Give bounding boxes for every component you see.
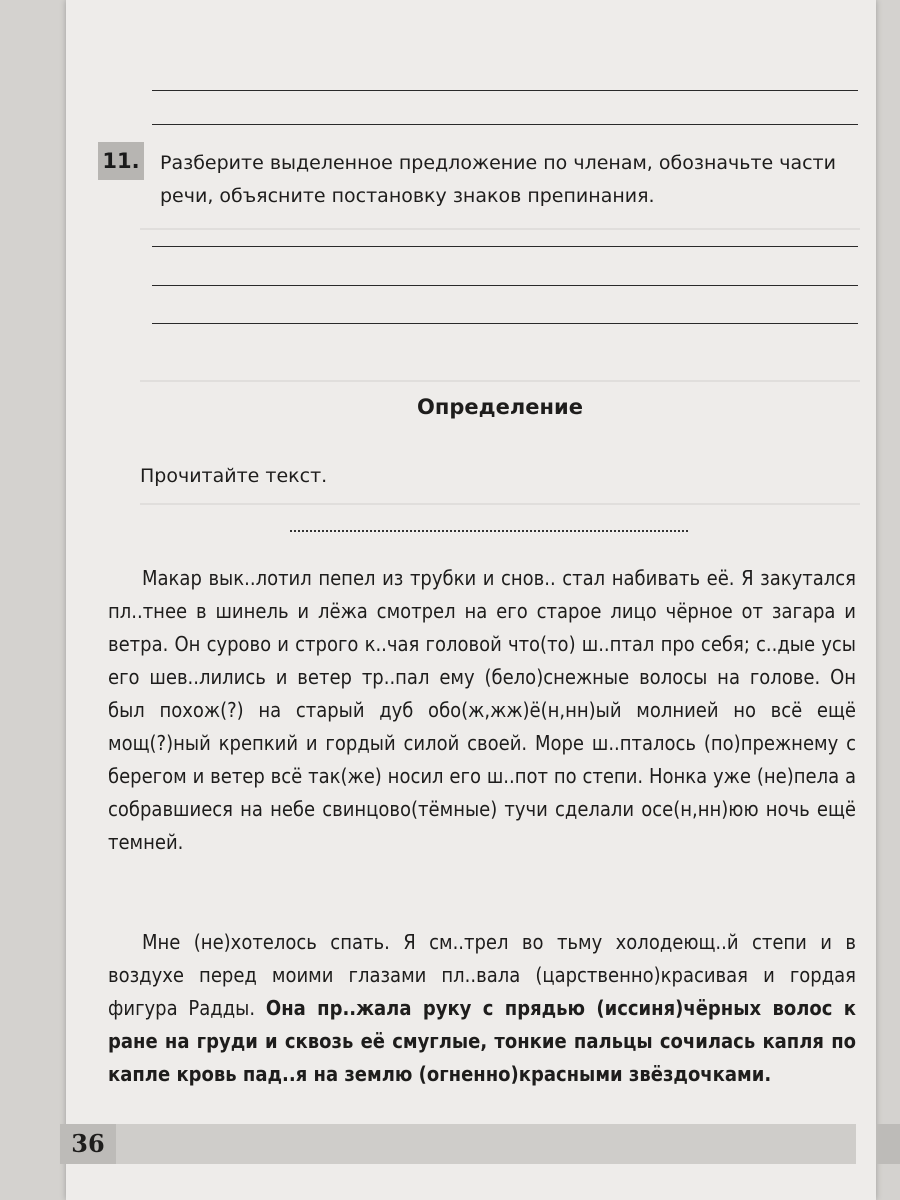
show-through-mark [140,380,860,382]
text-paragraph-2 [108,926,856,1091]
answer-line[interactable] [152,323,858,324]
text-paragraph-1 [108,562,856,859]
paragraph-text: Макар вык..лотил пепел из трубки и снов.. стал набивать её. Я закутался пл..тнее в шинель и лёжа смотрел на его старое лицо чёрное от загара и ветра. Он сурово и строго к..чая головой что(то) ш..птал про себя; с..дые усы его шев..лились и ветер тр..пал ему (бело)снежные волосы на голове. Он был похож(?) на старый дуб обо(ж,жж)ё(н,нн)ый молнией но всё ещё мощ(?)ный крепкий и гордый силой своей. Море ш..пталось (по)прежнему с берегом и ветер всё так(же) носил его ш..пот по степи. Нонка уже (не)пела а собравшиеся на небе свинцово(тёмные) тучи сделали осе(н,нн)юю ночь ещё темней. [108,566,856,854]
answer-line[interactable] [152,90,858,91]
dotted-separator [290,530,688,532]
task-number: 11. [98,142,144,180]
show-through-mark [140,228,860,230]
page-number: 36 [60,1124,116,1164]
paragraph-normal-part: Мне (не)хотелось спать. Я см..трел во тьму холодеющ..й степи и в воздухе перед моими глазами пл..вала (царственно)красивая и гордая фигура Радды. [108,930,856,1020]
answer-line[interactable] [152,246,858,247]
answer-line[interactable] [152,124,858,125]
footer-bar [116,1124,856,1164]
task-instruction: Разберите выделенное предложение по членам, обозначьте части речи, объясните постановку знаков препинания. [160,152,836,207]
footer-bar-end [876,1124,900,1164]
section-title: Определение [417,395,583,419]
reading-instruction: Прочитайте текст. [140,465,328,487]
show-through-mark [140,503,860,505]
answer-line[interactable] [152,285,858,286]
highlighted-sentence: Она пр..жала руку с прядью (иссиня)чёрных волос к ране на груди и сквозь её смуглые, тонкие пальцы сочилась капля по капле кровь пад..я на землю (огненно)красными звёздочками. [108,996,856,1086]
paragraph-text [108,926,856,1091]
